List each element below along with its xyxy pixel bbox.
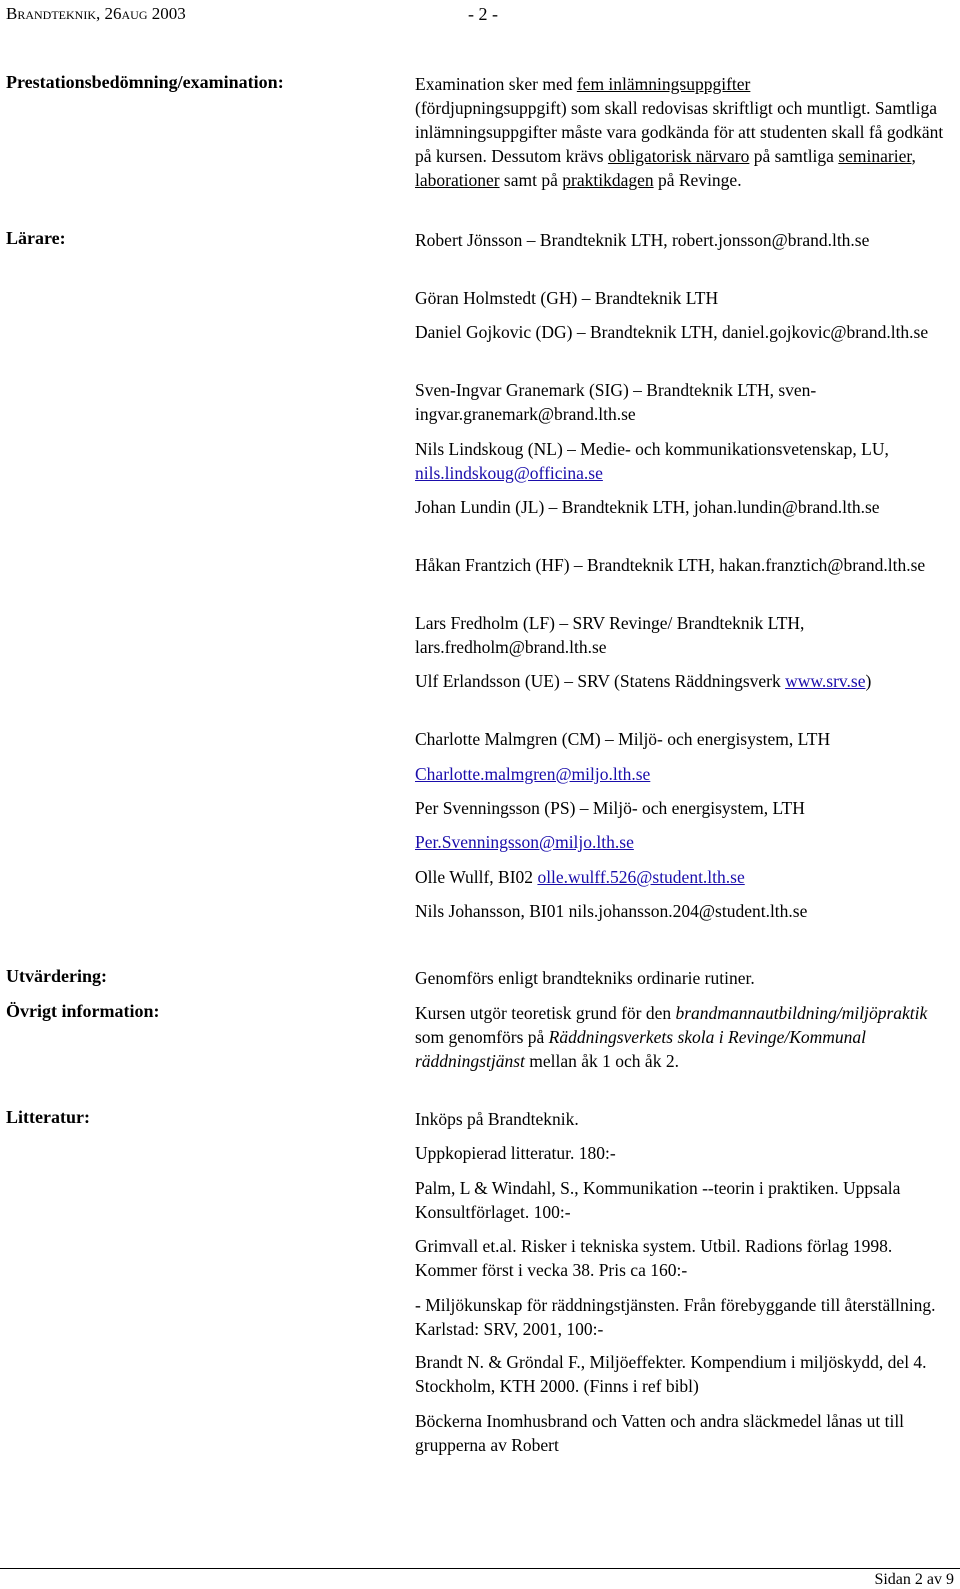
literature-item: - Miljökunskap för räddningstjänsten. Från förebyggande till återställning. Karlstad: SRV, 2001, 100:-	[415, 1295, 936, 1339]
email-link[interactable]: Per.Svenningsson@miljo.lth.se	[415, 832, 634, 852]
header-page-number: - 2 -	[468, 4, 498, 24]
teacher-entry: Ulf Erlandsson (UE) – SRV (Statens Räddningsverk www.srv.se)	[415, 671, 872, 691]
footer-divider	[0, 1568, 960, 1569]
teacher-entry: Nils Johansson, BI01 nils.johansson.204@student.lth.se	[415, 901, 808, 921]
teacher-entry: Göran Holmstedt (GH) – Brandteknik LTH	[415, 288, 719, 308]
teacher-entry: Robert Jönsson – Brandteknik LTH, robert.jonsson@brand.lth.se	[415, 230, 870, 250]
page-header	[6, 4, 506, 34]
teacher-entry: Per Svenningsson (PS) – Miljö- och energisystem, LTH	[415, 798, 805, 818]
literature-label: Litteratur:	[6, 1107, 90, 1127]
literature-item: Palm, L & Windahl, S., Kommunikation --teorin i praktiken. Uppsala Konsultförlaget. 100:-	[415, 1178, 901, 1222]
teacher-entry: Johan Lundin (JL) – Brandteknik LTH, johan.lundin@brand.lth.se	[415, 497, 880, 517]
email-link[interactable]: olle.wulff.526@student.lth.se	[537, 867, 745, 887]
evaluation-label: Utvärdering:	[6, 966, 107, 986]
teachers-label: Lärare:	[6, 228, 66, 248]
literature-item: Uppkopierad litteratur. 180:-	[415, 1143, 616, 1163]
teacher-entry: Olle Wullf, BI02 olle.wulff.526@student.lth.se	[415, 867, 745, 887]
other-info-text: Kursen utgör teoretisk grund för den brandmannautbildning/miljöpraktik som genomförs på Räddningsverkets skola i Revinge/Kommunal räddningstjänst mellan åk 1 och åk 2.	[415, 1003, 928, 1071]
page-footer: Sidan 2 av 9	[874, 1571, 954, 1588]
website-link[interactable]: www.srv.se	[785, 671, 866, 691]
teacher-entry: Daniel Gojkovic (DG) – Brandteknik LTH, daniel.gojkovic@brand.lth.se	[415, 322, 929, 342]
email-link[interactable]: Charlotte.malmgren@miljo.lth.se	[415, 764, 651, 784]
teacher-entry: Lars Fredholm (LF) – SRV Revinge/ Brandteknik LTH, lars.fredholm@brand.lth.se	[415, 613, 805, 657]
literature-item: Grimvall et.al. Risker i tekniska system. Utbil. Radions förlag 1998. Kommer först i vecka 38. Pris ca 160:-	[415, 1236, 893, 1280]
teacher-entry	[415, 830, 955, 854]
teacher-entry: Charlotte Malmgren (CM) – Miljö- och energisystem, LTH	[415, 729, 831, 749]
teacher-entry	[415, 762, 955, 786]
literature-item: Brandt N. & Gröndal F., Miljöeffekter. Kompendium i miljöskydd, del 4. Stockholm, KTH 2000. (Finns i ref bibl)	[415, 1352, 927, 1396]
exam-label: Prestationsbedömning/examination:	[6, 72, 284, 92]
literature-item: Böckerna Inomhusbrand och Vatten och andra släckmedel lånas ut till grupperna av Robert	[415, 1411, 905, 1455]
teacher-entry: Nils Lindskoug (NL) – Medie- och kommunikationsvetenskap, LU, nils.lindskoug@officina.se	[415, 439, 889, 483]
literature-item: Inköps på Brandteknik.	[415, 1109, 579, 1129]
teacher-entry: Håkan Frantzich (HF) – Brandteknik LTH, hakan.franztich@brand.lth.se	[415, 555, 926, 575]
teacher-entry: Sven-Ingvar Granemark (SIG) – Brandteknik LTH, sven-ingvar.granemark@brand.lth.se	[415, 380, 817, 424]
header-title: Brandteknik, 26aug 2003	[6, 4, 186, 23]
exam-text: Examination sker med fem inlämningsuppgifter (fördjupningsuppgift) som skall redovisas skriftligt och muntligt. Samtliga inlämningsuppgifter måste vara godkända för att studenten skall få godkänt på kursen. Dessutom krävs obligatorisk närvaro på samtliga seminarier, laborationer samt på praktikdagen på Revinge.	[415, 74, 944, 190]
other-info-label: Övrigt information:	[6, 1001, 160, 1021]
evaluation-text: Genomförs enligt brandtekniks ordinarie rutiner.	[415, 968, 755, 988]
email-link[interactable]: nils.lindskoug@officina.se	[415, 463, 603, 483]
